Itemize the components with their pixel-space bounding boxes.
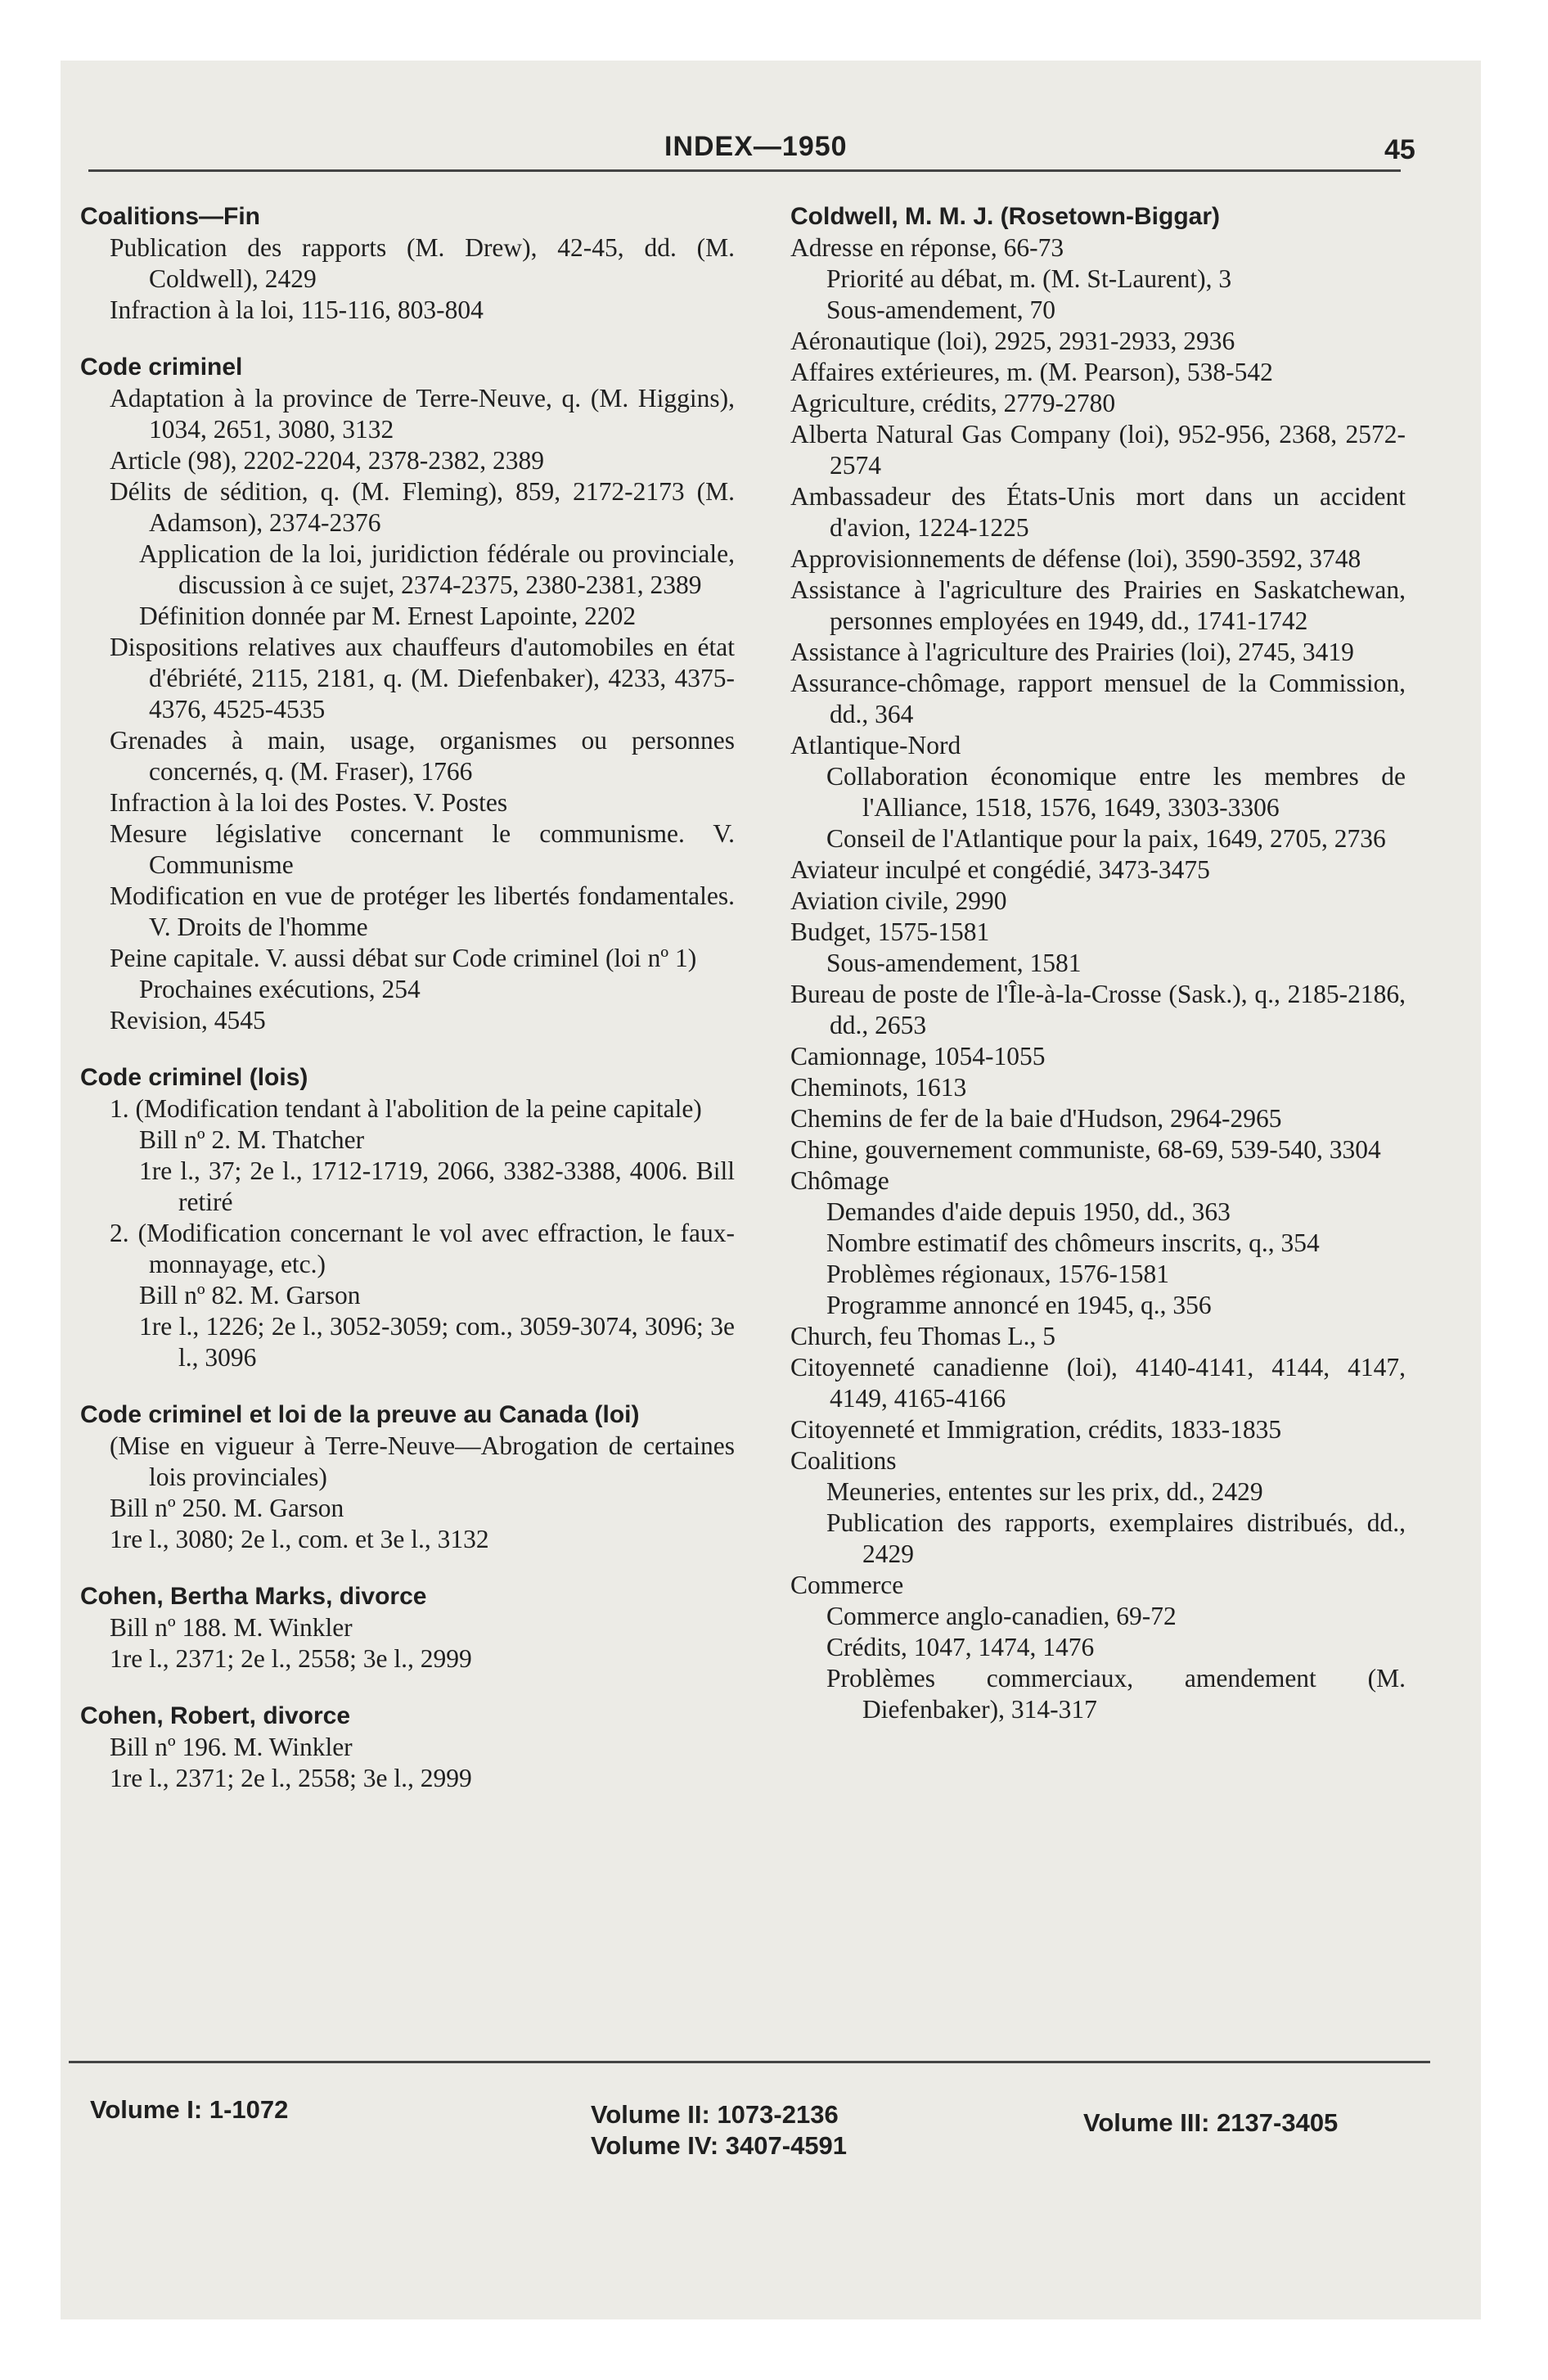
index-entry: Bill nº 250. M. Garson (110, 1494, 344, 1522)
index-entry: Adresse en réponse, 66-73 (790, 233, 1064, 262)
index-entry: Atlantique-Nord (790, 731, 961, 760)
index-entry: Bill nº 2. M. Thatcher (139, 1125, 365, 1154)
index-heading: Code criminel (lois) (80, 1064, 308, 1091)
index-entry: Priorité au débat, m. (M. St-Laurent), 3 (826, 264, 1232, 293)
index-entry: Adaptation à la province de Terre-Neuve, q. (M. Higgins), 1034, 2651, 3080, 3132 (110, 384, 735, 444)
index-entry: Bill nº 82. M. Garson (139, 1281, 361, 1309)
index-entry: Bureau de poste de l'Île-à-la-Crosse (Sask.), q., 2185-2186, dd., 2653 (790, 980, 1406, 1039)
index-entry: Mesure législative concernant le communisme. V. Communisme (110, 819, 735, 879)
index-heading: Cohen, Bertha Marks, divorce (80, 1583, 427, 1610)
index-entry: Nombre estimatif des chômeurs inscrits, q., 354 (826, 1228, 1320, 1257)
index-entry: Meuneries, ententes sur les prix, dd., 2429 (826, 1477, 1263, 1506)
index-column-right (790, 201, 1406, 1725)
index-entry: Demandes d'aide depuis 1950, dd., 363 (826, 1197, 1231, 1226)
footer-rule (69, 2061, 1430, 2063)
index-entry: Assistance à l'agriculture des Prairies (loi), 2745, 3419 (790, 638, 1354, 666)
index-entry: Chemins de fer de la baie d'Hudson, 2964-2965 (790, 1104, 1282, 1133)
index-heading: Coldwell, M. M. J. (Rosetown-Biggar) (790, 203, 1220, 230)
index-entry: Publication des rapports, exemplaires distribués, dd., 2429 (826, 1508, 1406, 1568)
index-heading: Coalitions—Fin (80, 203, 260, 230)
index-entry: 1re l., 2371; 2e l., 2558; 3e l., 2999 (110, 1764, 472, 1792)
index-entry: Publication des rapports (M. Drew), 42-45, dd. (M. Coldwell), 2429 (110, 233, 735, 293)
index-entry: Peine capitale. V. aussi débat sur Code criminel (loi nº 1) (110, 944, 697, 972)
index-entry: Modification en vue de protéger les libertés fondamentales. V. Droits de l'homme (110, 881, 735, 941)
index-heading: Code criminel (80, 354, 243, 381)
index-entry: Sous-amendement, 1581 (826, 949, 1082, 977)
index-entry: Définition donnée par M. Ernest Lapointe, 2202 (139, 602, 637, 630)
page-header-title: INDEX—1950 (664, 131, 848, 162)
index-heading: Code criminel et loi de la preuve au Canada (loi) (80, 1401, 640, 1428)
index-entry: Citoyenneté et Immigration, crédits, 1833-1835 (790, 1415, 1282, 1444)
index-heading: Cohen, Robert, divorce (80, 1702, 351, 1729)
index-entry: Aéronautique (loi), 2925, 2931-2933, 2936 (790, 327, 1235, 355)
index-entry: Revision, 4545 (110, 1006, 266, 1034)
index-entry: 1re l., 2371; 2e l., 2558; 3e l., 2999 (110, 1644, 472, 1673)
index-entry: Approvisionnements de défense (loi), 3590-3592, 3748 (790, 544, 1361, 573)
index-entry: 1re l., 1226; 2e l., 3052-3059; com., 3059-3074, 3096; 3e l., 3096 (139, 1312, 735, 1372)
index-entry: Application de la loi, juridiction fédérale ou provinciale, discussion à ce sujet, 2374-2375, 2380-2381, 2389 (139, 539, 735, 599)
index-entry: Crédits, 1047, 1474, 1476 (826, 1633, 1095, 1661)
index-entry: 1re l., 3080; 2e l., com. et 3e l., 3132 (110, 1525, 489, 1553)
index-entry: Church, feu Thomas L., 5 (790, 1322, 1055, 1350)
index-entry: Dispositions relatives aux chauffeurs d'automobiles en état d'ébriété, 2115, 2181, q. (M. Diefenbaker), 4233, 4375-4376, 4525-4535 (110, 633, 735, 723)
index-entry: Bill nº 196. M. Winkler (110, 1733, 353, 1761)
index-entry: Chine, gouvernement communiste, 68-69, 539-540, 3304 (790, 1135, 1381, 1164)
index-entry: Budget, 1575-1581 (790, 917, 990, 946)
index-entry: Ambassadeur des États-Unis mort dans un accident d'avion, 1224-1225 (790, 482, 1406, 542)
index-entry: 2. (Modification concernant le vol avec effraction, le faux-monnayage, etc.) (110, 1219, 735, 1278)
index-entry: 1re l., 37; 2e l., 1712-1719, 2066, 3382-3388, 4006. Bill retiré (139, 1156, 735, 1216)
index-entry: Article (98), 2202-2204, 2378-2382, 2389 (110, 446, 545, 475)
index-entry: Prochaines exécutions, 254 (139, 975, 421, 1003)
footer-volume-3: Volume III: 2137-3405 (1083, 2108, 1339, 2137)
index-entry: Citoyenneté canadienne (loi), 4140-4141, 4144, 4147, 4149, 4165-4166 (790, 1353, 1406, 1413)
page-number: 45 (1384, 134, 1415, 165)
index-entry: Sous-amendement, 70 (826, 295, 1055, 324)
index-entry: Camionnage, 1054-1055 (790, 1042, 1046, 1071)
footer-volume-1: Volume I: 1-1072 (90, 2095, 289, 2124)
index-entry: Délits de sédition, q. (M. Fleming), 859, 2172-2173 (M. Adamson), 2374-2376 (110, 477, 735, 537)
index-entry: Problèmes régionaux, 1576-1581 (826, 1260, 1170, 1288)
footer-volume-4: Volume IV: 3407-4591 (591, 2131, 848, 2160)
index-entry: Grenades à main, usage, organismes ou personnes concernés, q. (M. Fraser), 1766 (110, 726, 735, 786)
index-entry: Cheminots, 1613 (790, 1073, 967, 1102)
index-entry: Affaires extérieures, m. (M. Pearson), 538-542 (790, 358, 1273, 386)
index-entry: Bill nº 188. M. Winkler (110, 1613, 353, 1642)
index-entry: Problèmes commerciaux, amendement (M. Diefenbaker), 314-317 (826, 1664, 1406, 1724)
index-entry: (Mise en vigueur à Terre-Neuve—Abrogation de certaines lois provinciales) (110, 1431, 735, 1491)
index-entry: Alberta Natural Gas Company (loi), 952-956, 2368, 2572-2574 (790, 420, 1406, 480)
index-entry: Infraction à la loi des Postes. V. Postes (110, 788, 508, 817)
index-entry: Chômage (790, 1166, 889, 1195)
index-entry: Coalitions (790, 1446, 897, 1475)
index-entry: 1. (Modification tendant à l'abolition de la peine capitale) (110, 1094, 702, 1123)
index-entry: Assistance à l'agriculture des Prairies en Saskatchewan, personnes employées en 1949, dd., 1741-1742 (790, 575, 1406, 635)
index-entry: Aviation civile, 2990 (790, 886, 1007, 915)
index-entry: Conseil de l'Atlantique pour la paix, 1649, 2705, 2736 (826, 824, 1386, 853)
index-entry: Programme annoncé en 1945, q., 356 (826, 1291, 1212, 1319)
index-entry: Assurance-chômage, rapport mensuel de la Commission, dd., 364 (790, 669, 1406, 728)
index-entry: Collaboration économique entre les membres de l'Alliance, 1518, 1576, 1649, 3303-3306 (826, 762, 1406, 822)
index-entry: Agriculture, crédits, 2779-2780 (790, 389, 1116, 417)
footer-volume-2: Volume II: 1073-2136 (591, 2100, 839, 2129)
index-entry: Infraction à la loi, 115-116, 803-804 (110, 295, 484, 324)
index-column-left (80, 201, 735, 1794)
index-entry: Aviateur inculpé et congédié, 3473-3475 (790, 855, 1210, 884)
index-entry: Commerce anglo-canadien, 69-72 (826, 1602, 1177, 1630)
header-rule (88, 169, 1401, 172)
index-entry: Commerce (790, 1571, 904, 1599)
